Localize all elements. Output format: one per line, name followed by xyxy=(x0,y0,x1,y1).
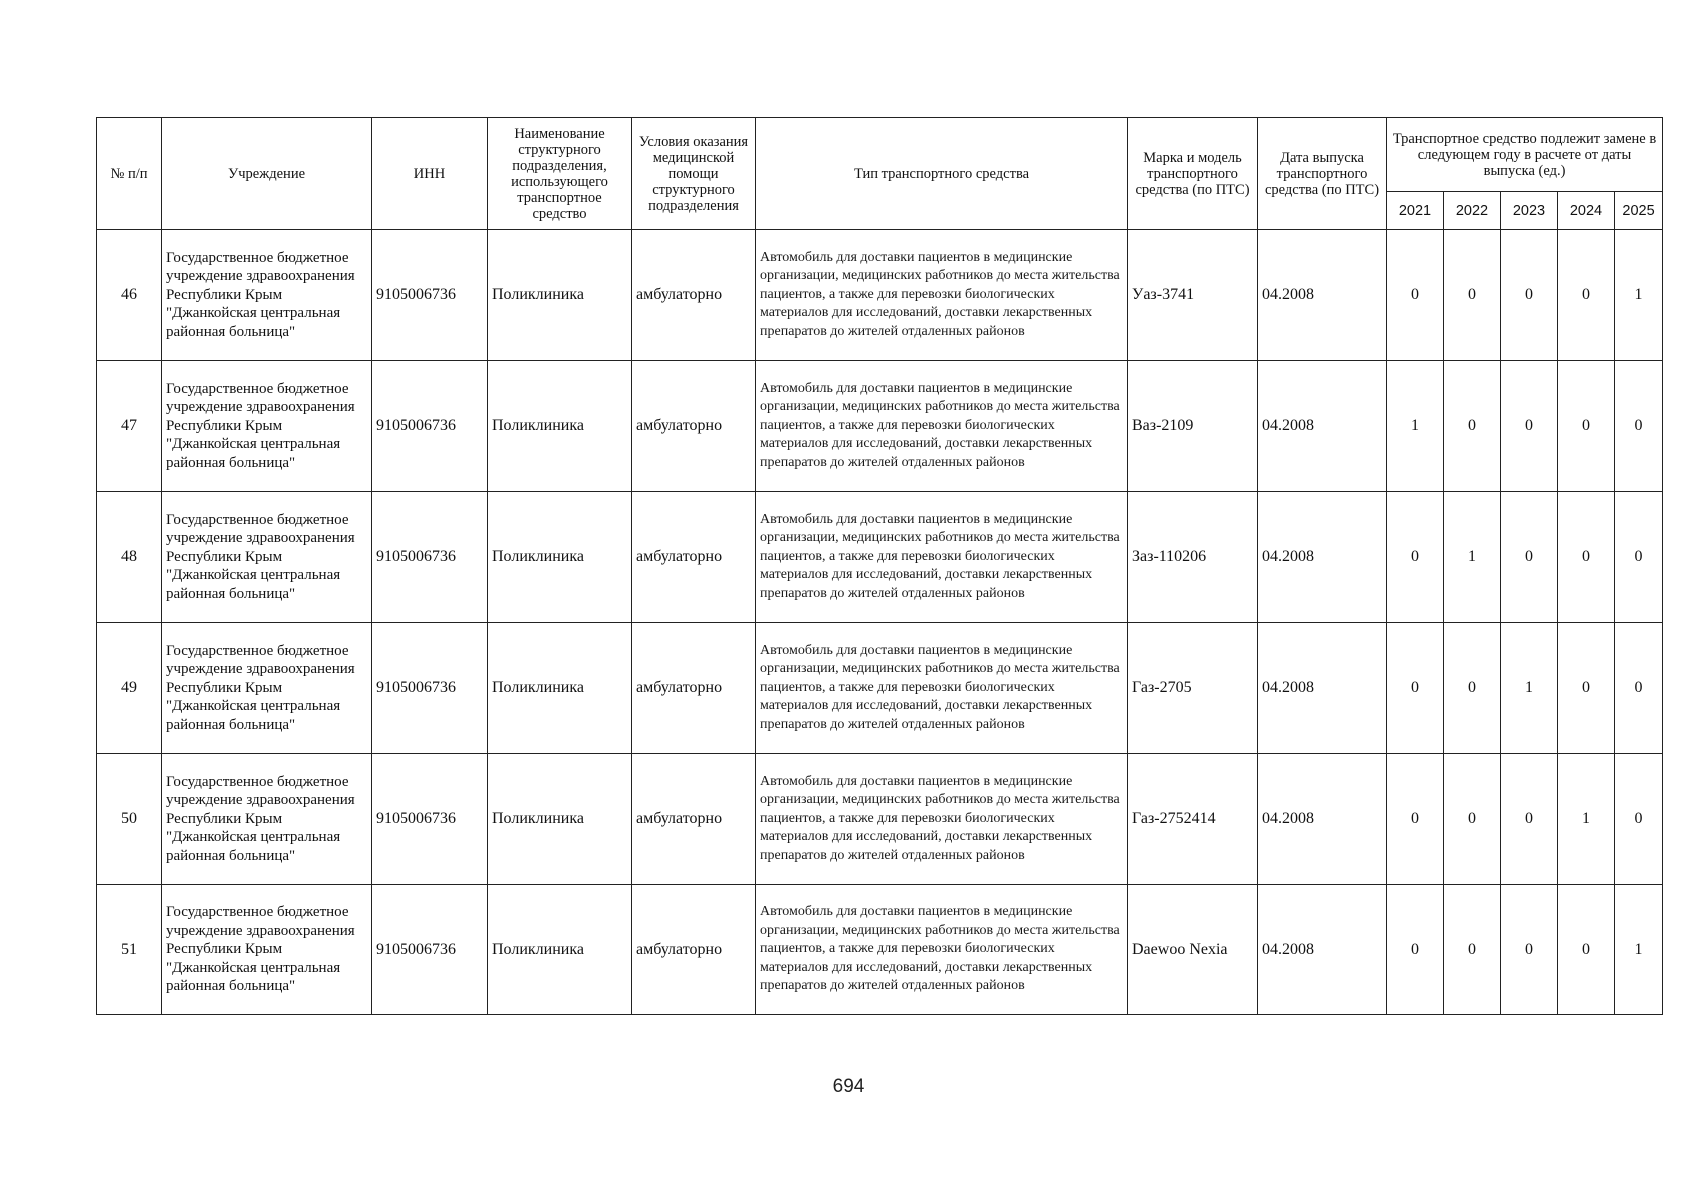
row-division: Поликлиника xyxy=(488,623,632,754)
row-model: Уаз-3741 xyxy=(1128,230,1258,361)
row-model: Заз-110206 xyxy=(1128,492,1258,623)
row-year-2023: 1 xyxy=(1501,623,1558,754)
row-conditions: амбулаторно xyxy=(632,492,756,623)
table-row xyxy=(97,230,1663,361)
row-inn: 9105006736 xyxy=(372,885,488,1015)
header-year-2024: 2024 xyxy=(1558,192,1615,230)
row-inn: 9105006736 xyxy=(372,492,488,623)
row-division: Поликлиника xyxy=(488,754,632,885)
header-year-2021: 2021 xyxy=(1387,192,1444,230)
header-num: № п/п xyxy=(97,118,162,230)
row-release-date: 04.2008 xyxy=(1258,361,1387,492)
header-vehicle-type: Тип транспортного средства xyxy=(756,118,1128,230)
header-conditions: Условия оказания медицинской помощи структурного подразделения xyxy=(632,118,756,230)
row-institution: Государственное бюджетное учреждение здравоохранения Республики Крым "Джанкойская центральная районная больница" xyxy=(162,230,372,361)
row-year-2023: 0 xyxy=(1501,754,1558,885)
page-number: 694 xyxy=(832,1076,865,1097)
row-institution: Государственное бюджетное учреждение здравоохранения Республики Крым "Джанкойская центральная районная больница" xyxy=(162,885,372,1015)
row-num: 49 xyxy=(97,623,162,754)
row-institution: Государственное бюджетное учреждение здравоохранения Республики Крым "Джанкойская центральная районная больница" xyxy=(162,623,372,754)
row-num: 50 xyxy=(97,754,162,885)
row-num: 47 xyxy=(97,361,162,492)
row-year-2023: 0 xyxy=(1501,885,1558,1015)
row-year-2022: 0 xyxy=(1444,623,1501,754)
header-replacement: Транспортное средство подлежит замене в следующем году в расчете от даты выпуска (ед.) xyxy=(1387,118,1663,192)
row-num: 46 xyxy=(97,230,162,361)
table-row xyxy=(97,885,1663,1015)
row-vehicle-type: Автомобиль для доставки пациентов в медицинские организации, медицинских работников до места жительства пациентов, а также для перевозки биологических материалов для исследований, доставки лекарственных препаратов до жителей отдаленных районов xyxy=(756,361,1128,492)
row-year-2021: 0 xyxy=(1387,754,1444,885)
row-year-2022: 0 xyxy=(1444,230,1501,361)
row-year-2025: 1 xyxy=(1615,230,1663,361)
row-year-2025: 0 xyxy=(1615,754,1663,885)
table-header xyxy=(97,118,1663,230)
row-year-2022: 1 xyxy=(1444,492,1501,623)
row-division: Поликлиника xyxy=(488,361,632,492)
row-year-2025: 1 xyxy=(1615,885,1663,1015)
row-year-2023: 0 xyxy=(1501,230,1558,361)
row-division: Поликлиника xyxy=(488,230,632,361)
row-release-date: 04.2008 xyxy=(1258,885,1387,1015)
row-release-date: 04.2008 xyxy=(1258,492,1387,623)
row-vehicle-type: Автомобиль для доставки пациентов в медицинские организации, медицинских работников до места жительства пациентов, а также для перевозки биологических материалов для исследований, доставки лекарственных препаратов до жителей отдаленных районов xyxy=(756,492,1128,623)
table-row xyxy=(97,623,1663,754)
row-inn: 9105006736 xyxy=(372,361,488,492)
row-institution: Государственное бюджетное учреждение здравоохранения Республики Крым "Джанкойская центральная районная больница" xyxy=(162,492,372,623)
header-year-2022: 2022 xyxy=(1444,192,1501,230)
row-institution: Государственное бюджетное учреждение здравоохранения Республики Крым "Джанкойская центральная районная больница" xyxy=(162,361,372,492)
row-release-date: 04.2008 xyxy=(1258,623,1387,754)
row-year-2022: 0 xyxy=(1444,885,1501,1015)
row-year-2023: 0 xyxy=(1501,361,1558,492)
row-release-date: 04.2008 xyxy=(1258,754,1387,885)
row-model: Ваз-2109 xyxy=(1128,361,1258,492)
row-num: 48 xyxy=(97,492,162,623)
row-year-2023: 0 xyxy=(1501,492,1558,623)
row-conditions: амбулаторно xyxy=(632,361,756,492)
row-year-2021: 1 xyxy=(1387,361,1444,492)
row-year-2021: 0 xyxy=(1387,885,1444,1015)
row-year-2022: 0 xyxy=(1444,361,1501,492)
row-model: Газ-2705 xyxy=(1128,623,1258,754)
row-model: Газ-2752414 xyxy=(1128,754,1258,885)
row-year-2025: 0 xyxy=(1615,492,1663,623)
row-year-2021: 0 xyxy=(1387,492,1444,623)
row-vehicle-type: Автомобиль для доставки пациентов в медицинские организации, медицинских работников до места жительства пациентов, а также для перевозки биологических материалов для исследований, доставки лекарственных препаратов до жителей отдаленных районов xyxy=(756,623,1128,754)
row-conditions: амбулаторно xyxy=(632,623,756,754)
header-inn: ИНН xyxy=(372,118,488,230)
row-vehicle-type: Автомобиль для доставки пациентов в медицинские организации, медицинских работников до места жительства пациентов, а также для перевозки биологических материалов для исследований, доставки лекарственных препаратов до жителей отдаленных районов xyxy=(756,885,1128,1015)
row-year-2024: 0 xyxy=(1558,885,1615,1015)
row-vehicle-type: Автомобиль для доставки пациентов в медицинские организации, медицинских работников до места жительства пациентов, а также для перевозки биологических материалов для исследований, доставки лекарственных препаратов до жителей отдаленных районов xyxy=(756,230,1128,361)
row-year-2024: 0 xyxy=(1558,623,1615,754)
vehicle-replacement-table xyxy=(96,117,1663,1015)
row-conditions: амбулаторно xyxy=(632,754,756,885)
header-division: Наименование структурного подразделения, использующего транспортное средство xyxy=(488,118,632,230)
row-inn: 9105006736 xyxy=(372,623,488,754)
row-inn: 9105006736 xyxy=(372,754,488,885)
header-model: Марка и модель транспортного средства (по ПТС) xyxy=(1128,118,1258,230)
row-institution: Государственное бюджетное учреждение здравоохранения Республики Крым "Джанкойская центральная районная больница" xyxy=(162,754,372,885)
row-year-2024: 0 xyxy=(1558,492,1615,623)
row-year-2024: 0 xyxy=(1558,230,1615,361)
row-conditions: амбулаторно xyxy=(632,230,756,361)
header-year-2023: 2023 xyxy=(1501,192,1558,230)
row-inn: 9105006736 xyxy=(372,230,488,361)
row-release-date: 04.2008 xyxy=(1258,230,1387,361)
table-row xyxy=(97,492,1663,623)
row-year-2025: 0 xyxy=(1615,623,1663,754)
header-institution: Учреждение xyxy=(162,118,372,230)
table-body xyxy=(97,230,1663,1015)
row-division: Поликлиника xyxy=(488,885,632,1015)
row-year-2024: 1 xyxy=(1558,754,1615,885)
table-row xyxy=(97,754,1663,885)
row-vehicle-type: Автомобиль для доставки пациентов в медицинские организации, медицинских работников до места жительства пациентов, а также для перевозки биологических материалов для исследований, доставки лекарственных препаратов до жителей отдаленных районов xyxy=(756,754,1128,885)
table-row xyxy=(97,361,1663,492)
header-release-date: Дата выпуска транспортного средства (по ПТС) xyxy=(1258,118,1387,230)
row-year-2024: 0 xyxy=(1558,361,1615,492)
header-year-2025: 2025 xyxy=(1615,192,1663,230)
row-year-2025: 0 xyxy=(1615,361,1663,492)
row-conditions: амбулаторно xyxy=(632,885,756,1015)
row-year-2021: 0 xyxy=(1387,623,1444,754)
row-num: 51 xyxy=(97,885,162,1015)
row-model: Daewoo Nexia xyxy=(1128,885,1258,1015)
row-year-2022: 0 xyxy=(1444,754,1501,885)
row-year-2021: 0 xyxy=(1387,230,1444,361)
row-division: Поликлиника xyxy=(488,492,632,623)
